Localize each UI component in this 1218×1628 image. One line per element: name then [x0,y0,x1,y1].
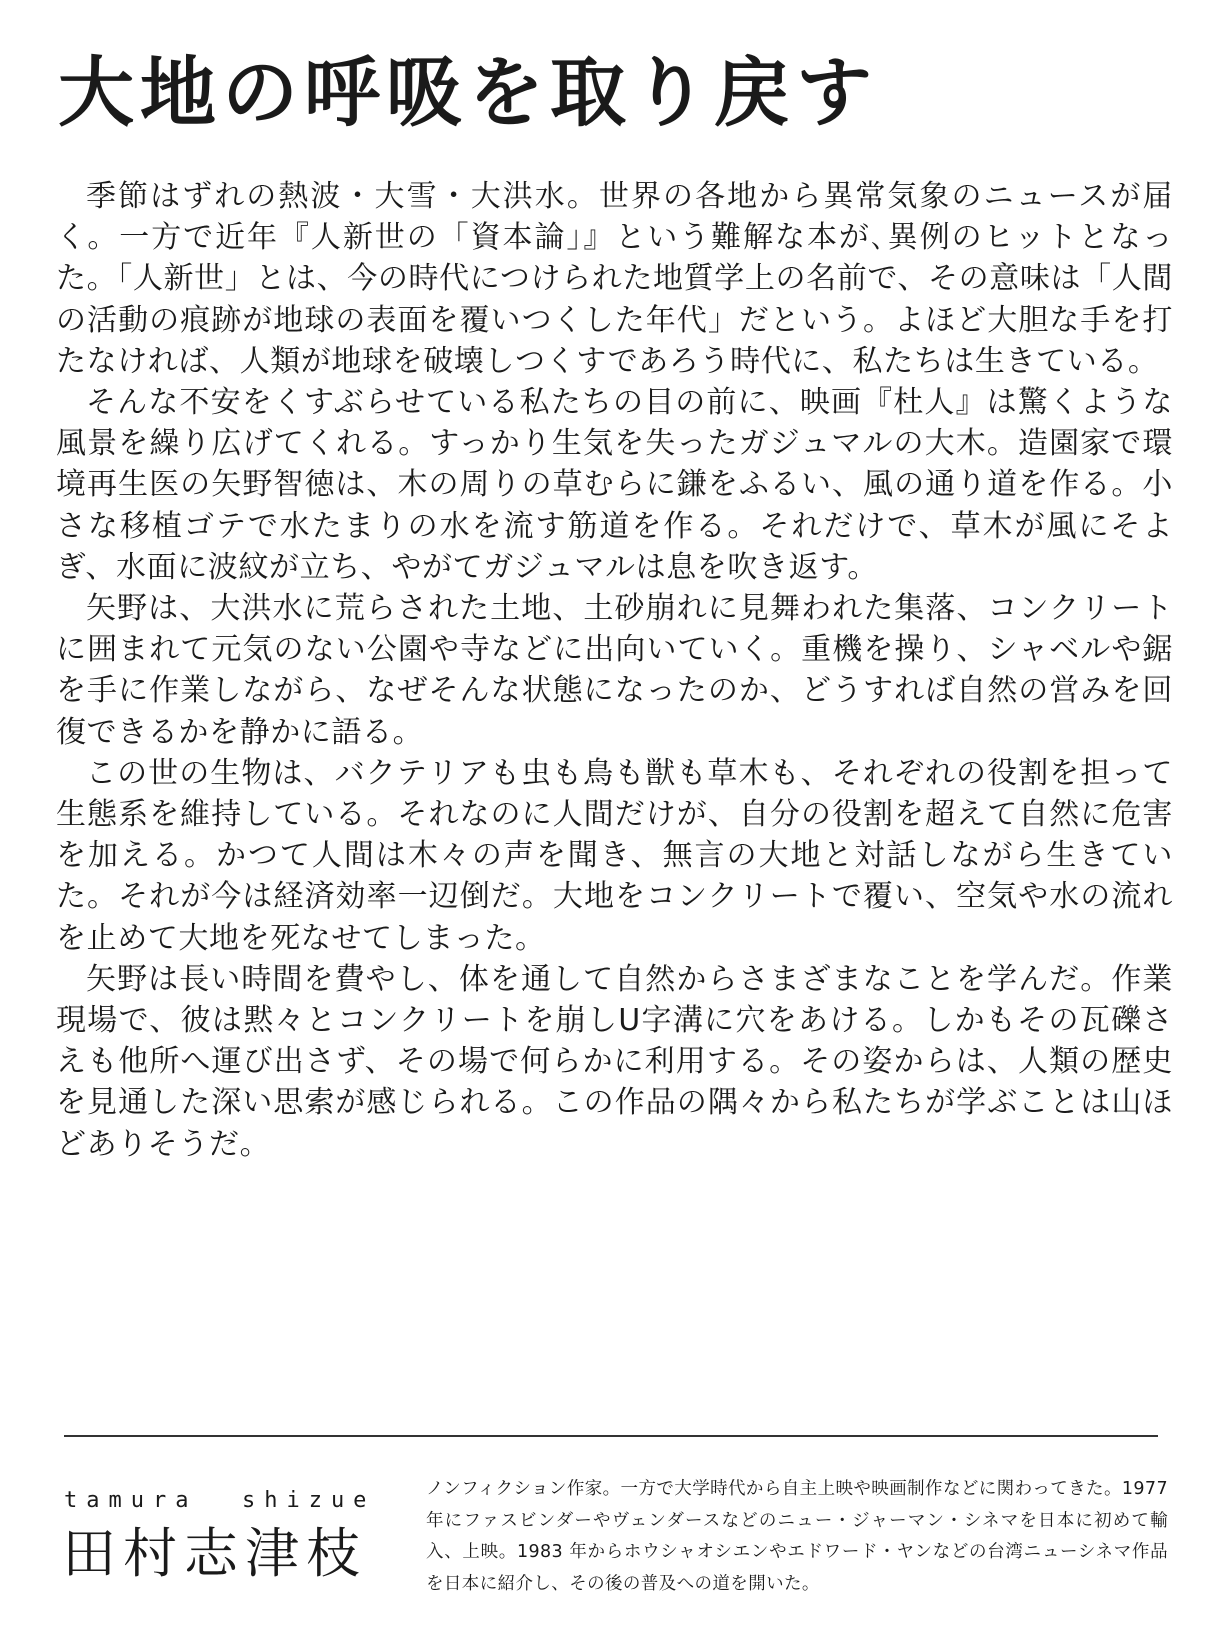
paragraph: 矢野は長い時間を費やし、体を通して自然からさまざまなことを学んだ。作業現場で、彼は黙々とコンクリートを崩しU字溝に穴をあける。しかもその瓦礫さえも他所へ運び出さず、その場で何らかに利用する。その姿からは、人類の歴史を見通した深い思索が感じられる。この作品の隅々から私たちが学ぶことは山ほどありそうだ。 [56,961,1173,1162]
author-name: 田村志津枝 [62,1522,367,1585]
author-bio: ノンフィクション作家。一方で大学時代から自主上映や映画制作などに関わってきた。1977 年にファスビンダーやヴェンダースなどのニュー・ジャーマン・シネマを日本に初めて輸入、上映。1983 年からホウシャオシエンやエドワード・ヤンなどの台湾ニューシネマ作品を日本に紹介し、その後の普及への道を開いた。 [426,1479,1168,1594]
article-body [56,176,1173,1165]
page-title: 大地の呼吸を取り戻す [58,48,878,137]
paragraph: そんな不安をくすぶらせている私たちの目の前に、映画『杜人』は驚くような風景を繰り広げてくれる。すっかり生気を失ったガジュマルの大木。造園家で環境再生医の矢野智徳は、木の周りの草むらに鎌をふるい、風の通り道を作る。小さな移植ゴテで水たまりの水を流す筋道を作る。それだけで、草木が風にそよぎ、水面に波紋が立ち、やがてガジュマルは息を吹き返す。 [56,385,1173,585]
paragraph: この世の生物は、バクテリアも虫も鳥も獣も草木も、それぞれの役割を担って生態系を維持している。それなのに人間だけが、自分の役割を超えて自然に危害を加える。かつて人間は木々の声を聞き、無言の大地と対話しながら生きていた。それが今は経済効率一辺倒だ。大地をコンクリートで覆い、空気や水の流れを止めて大地を死なせてしまった。 [56,755,1173,956]
paragraph: 矢野は、大洪水に荒らされた土地、土砂崩れに見舞われた集落、コンクリートに囲まれて元気のない公園や寺などに出向いていく。重機を操り、シャベルや鋸を手に作業しながら、なぜそんな状態になったのか、どうすれば自然の営みを回復できるかを静かに語る。 [56,591,1173,750]
paragraph: 季節はずれの熱波・大雪・大洪水。世界の各地から異常気象のニュースが届く。一方で近年『人新世の「資本論」』という難解な本が､異例のヒットとなった。「人新世」とは、今の時代につけられた地質学上の名前で、その意味は「人間の活動の痕跡が地球の表面を覆いつくした年代」だという。よほど大胆な手を打たなければ、人類が地球を破壊しつくすであろう時代に、私たちは生きている。 [56,179,1173,379]
divider [64,1435,1158,1437]
author-romaji: tamura shizue [64,1488,376,1513]
